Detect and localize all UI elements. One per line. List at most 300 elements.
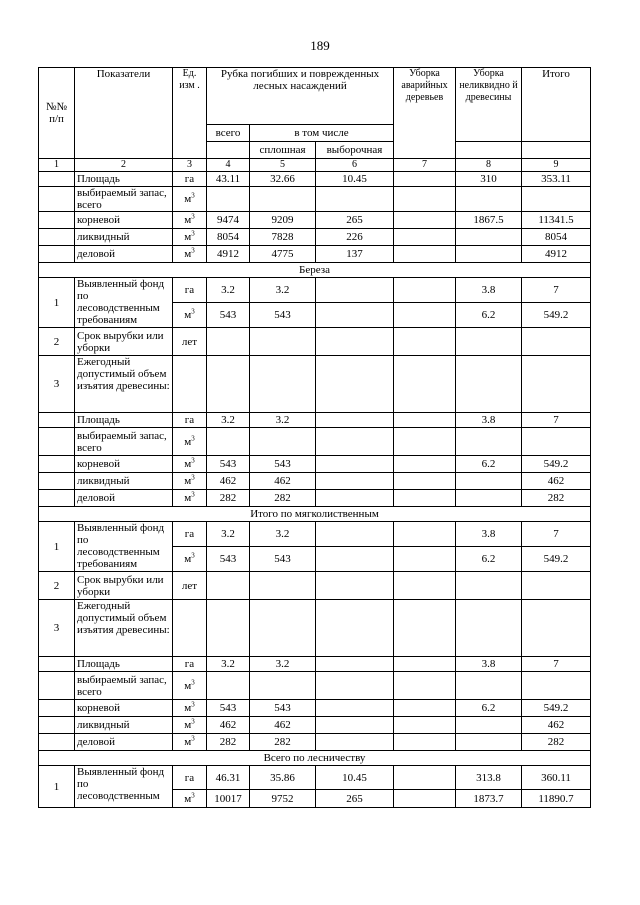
unit-m: м [184,214,192,226]
unit-cell [173,717,207,734]
value-cell [316,700,394,717]
value-cell: 313.8 [456,766,522,790]
row-num: 1 [39,278,75,328]
unit-cell [173,356,207,413]
unit-m: м [184,736,192,748]
value-cell [522,572,591,600]
table-row [39,212,591,229]
value-cell: 353.11 [522,172,591,187]
table-row [39,572,591,600]
value-cell [250,600,316,657]
value-cell: 7 [522,522,591,547]
value-cell [207,356,250,413]
unit-exp: 3 [191,677,195,686]
value-cell: 282 [250,734,316,751]
unit-exp: 3 [191,456,195,465]
unit-m: м [184,309,192,321]
header-unit: Ед. изм . [173,68,207,159]
value-cell: 9209 [250,212,316,229]
forest-felling-table [38,67,591,808]
value-cell: 3.8 [456,413,522,428]
value-cell: 543 [207,456,250,473]
unit-exp: 3 [191,307,195,316]
value-cell [394,657,456,672]
unit-label: лет [181,579,198,592]
value-cell: 4775 [250,246,316,263]
row-num [39,473,75,490]
value-cell [394,428,456,456]
header-total: Итого [522,68,591,142]
unit-m: м [184,475,192,487]
value-cell [207,672,250,700]
value-cell [522,428,591,456]
unit-cell [173,657,207,672]
value-cell: 3.2 [207,657,250,672]
value-cell: 360.11 [522,766,591,790]
value-cell: 8054 [522,229,591,246]
unit-m: м [184,702,192,714]
value-cell: 6.2 [456,303,522,328]
table-row [39,717,591,734]
unit-cell [173,428,207,456]
table-row [39,456,591,473]
row-num [39,172,75,187]
value-cell [394,717,456,734]
value-cell [456,229,522,246]
value-cell: 549.2 [522,700,591,717]
row-num [39,413,75,428]
row-num [39,229,75,246]
unit-label: га [184,528,195,540]
value-cell [456,490,522,507]
row-num [39,187,75,212]
value-cell: 543 [250,456,316,473]
value-cell [456,428,522,456]
unit-cell [173,246,207,263]
value-cell [394,522,456,547]
row-label: ликвидный [75,717,173,734]
value-cell: 43.11 [207,172,250,187]
value-cell: 3.8 [456,657,522,672]
value-cell [456,473,522,490]
header-selective: выборочная [316,142,394,159]
column-number: 5 [250,159,316,172]
unit-cell [173,229,207,246]
value-cell [394,456,456,473]
value-cell: 7828 [250,229,316,246]
value-cell: 543 [207,303,250,328]
header-illiquid: Уборка неликвидно й древесины [456,68,522,142]
value-cell [394,172,456,187]
unit-cell [173,766,207,790]
value-cell [394,246,456,263]
row-label: Выявленный фонд по лесоводственным [75,766,173,808]
value-cell: 543 [250,547,316,572]
value-cell: 462 [522,717,591,734]
unit-exp: 3 [191,717,195,726]
value-cell [316,572,394,600]
unit-exp: 3 [191,246,195,255]
column-number: 1 [39,159,75,172]
unit-label: га [184,414,195,426]
unit-cell [173,700,207,717]
row-label: Площадь [75,172,173,187]
value-cell: 543 [250,303,316,328]
section-title: Береза [39,263,591,278]
unit-cell [173,790,207,808]
value-cell: 282 [250,490,316,507]
unit-exp: 3 [191,551,195,560]
unit-exp: 3 [191,734,195,743]
unit-m: м [184,458,192,470]
row-label: выбираемый запас, всего [75,428,173,456]
row-num [39,734,75,751]
table-row [39,700,591,717]
value-cell: 310 [456,172,522,187]
unit-cell [173,572,207,600]
unit-cell [173,212,207,229]
value-cell: 265 [316,212,394,229]
value-cell: 4912 [522,246,591,263]
table-row [39,229,591,246]
unit-exp: 3 [191,433,195,442]
value-cell: 1867.5 [456,212,522,229]
table-row [39,490,591,507]
value-cell [394,490,456,507]
row-label: Выявленный фонд по лесоводственным требованиям [75,522,173,572]
page-number: 189 [310,38,330,53]
column-number: 2 [75,159,173,172]
value-cell [250,572,316,600]
value-cell: 462 [207,473,250,490]
row-label: деловой [75,490,173,507]
value-cell [456,246,522,263]
value-cell: 3.2 [207,413,250,428]
section-title: Всего по лесничеству [39,751,591,766]
unit-m: м [184,553,192,565]
value-cell: 282 [522,490,591,507]
table-row [39,328,591,356]
value-cell [316,672,394,700]
row-label: выбираемый запас, всего [75,672,173,700]
table-row [39,278,591,303]
value-cell [316,413,394,428]
unit-exp: 3 [191,229,195,238]
row-label: Срок вырубки или уборки [75,572,173,600]
value-cell: 3.2 [250,522,316,547]
column-number: 7 [394,159,456,172]
value-cell [522,600,591,657]
unit-exp: 3 [191,700,195,709]
header-including: в том числе [250,125,394,142]
value-cell [316,734,394,751]
header-emergency: Уборка аварийных деревьев [394,68,456,159]
unit-label: лет [181,335,198,348]
row-label: Ежегодный допустимый объем изъятия древесины: [75,600,173,657]
unit-m: м [184,492,192,504]
value-cell: 10.45 [316,172,394,187]
value-cell [316,456,394,473]
value-cell [316,522,394,547]
header-blank [456,142,522,159]
row-num [39,672,75,700]
value-cell [394,187,456,212]
row-label: Площадь [75,413,173,428]
unit-cell [173,413,207,428]
value-cell [250,187,316,212]
value-cell [394,766,456,790]
row-label: ликвидный [75,473,173,490]
unit-m: м [184,435,192,448]
value-cell: 462 [207,717,250,734]
section-title: Итого по мягколиственным [39,507,591,522]
value-cell: 549.2 [522,456,591,473]
column-number: 4 [207,159,250,172]
unit-m: м [184,193,192,205]
value-cell: 543 [207,700,250,717]
value-cell [456,734,522,751]
value-cell [456,187,522,212]
table-row [39,263,591,278]
table-row [39,657,591,672]
unit-cell [173,547,207,572]
unit-label: га [184,284,195,296]
value-cell: 46.31 [207,766,250,790]
unit-exp: 3 [191,191,195,200]
table-row [39,522,591,547]
row-label: корневой [75,700,173,717]
value-cell: 4912 [207,246,250,263]
value-cell [394,700,456,717]
value-cell: 462 [250,717,316,734]
table-row [39,734,591,751]
row-num [39,657,75,672]
header-indicators: Показатели [75,68,173,159]
unit-cell [173,473,207,490]
row-label: деловой [75,246,173,263]
value-cell: 282 [522,734,591,751]
table-row [39,246,591,263]
value-cell [456,672,522,700]
column-number: 9 [522,159,591,172]
value-cell: 7 [522,278,591,303]
table-row [39,600,591,657]
table-row [39,428,591,456]
value-cell [394,212,456,229]
table-row [39,159,591,172]
value-cell: 3.2 [207,278,250,303]
value-cell: 11890.7 [522,790,591,808]
value-cell: 9474 [207,212,250,229]
unit-m: м [184,231,192,243]
unit-label: га [184,173,195,185]
value-cell [316,717,394,734]
table-row [39,672,591,700]
value-cell [456,572,522,600]
value-cell: 6.2 [456,456,522,473]
value-cell: 543 [207,547,250,572]
table-row [39,356,591,413]
unit-exp: 3 [191,473,195,482]
value-cell: 137 [316,246,394,263]
value-cell [250,428,316,456]
value-cell: 32.66 [250,172,316,187]
value-cell [316,428,394,456]
value-cell [456,600,522,657]
row-label: корневой [75,456,173,473]
value-cell [456,356,522,413]
value-cell [316,490,394,507]
value-cell [394,303,456,328]
row-label: Площадь [75,657,173,672]
value-cell [456,328,522,356]
value-cell: 10017 [207,790,250,808]
value-cell [316,303,394,328]
row-num: 2 [39,572,75,600]
value-cell [394,473,456,490]
value-cell [207,600,250,657]
value-cell [316,547,394,572]
value-cell: 543 [250,700,316,717]
row-num: 1 [39,766,75,808]
row-num [39,456,75,473]
value-cell [316,600,394,657]
value-cell [207,428,250,456]
unit-cell [173,522,207,547]
value-cell [250,672,316,700]
value-cell: 11341.5 [522,212,591,229]
value-cell: 226 [316,229,394,246]
row-label: деловой [75,734,173,751]
unit-cell [173,600,207,657]
value-cell: 7 [522,413,591,428]
unit-m: м [184,248,192,260]
table-row [39,766,591,790]
value-cell: 8054 [207,229,250,246]
row-num: 2 [39,328,75,356]
value-cell [207,187,250,212]
value-cell [394,600,456,657]
value-cell [316,328,394,356]
unit-cell [173,734,207,751]
header-blank [207,142,250,159]
value-cell [250,356,316,413]
table-row [39,413,591,428]
unit-cell [173,672,207,700]
value-cell [316,356,394,413]
row-label: Ежегодный допустимый объем изъятия древесины: [75,356,173,413]
unit-m: м [184,792,192,805]
value-cell [394,672,456,700]
row-num: 3 [39,600,75,657]
unit-cell [173,278,207,303]
row-num [39,246,75,263]
row-label: корневой [75,212,173,229]
value-cell [394,547,456,572]
unit-cell [173,328,207,356]
value-cell: 3.2 [207,522,250,547]
value-cell [207,328,250,356]
row-num: 1 [39,522,75,572]
value-cell: 3.2 [250,657,316,672]
header-clear: сплошная [250,142,316,159]
column-number: 6 [316,159,394,172]
row-label: ликвидный [75,229,173,246]
header-blank [522,142,591,159]
value-cell: 549.2 [522,547,591,572]
value-cell: 3.8 [456,522,522,547]
unit-m: м [184,679,192,692]
row-label: Срок вырубки или уборки [75,328,173,356]
unit-exp: 3 [191,212,195,221]
header-num: №№ п/п [39,68,75,159]
column-number: 3 [173,159,207,172]
value-cell [394,356,456,413]
unit-cell [173,456,207,473]
value-cell [394,790,456,808]
value-cell [316,473,394,490]
unit-cell [173,303,207,328]
value-cell [394,413,456,428]
value-cell: 549.2 [522,303,591,328]
unit-cell [173,172,207,187]
row-label: Выявленный фонд по лесоводственным требованиям [75,278,173,328]
value-cell: 282 [207,734,250,751]
row-num [39,212,75,229]
value-cell: 6.2 [456,700,522,717]
value-cell [522,328,591,356]
value-cell [394,734,456,751]
unit-label: га [184,771,195,784]
value-cell [522,187,591,212]
value-cell [522,672,591,700]
table-row [39,507,591,522]
value-cell [394,278,456,303]
value-cell: 9752 [250,790,316,808]
value-cell [316,657,394,672]
value-cell: 462 [522,473,591,490]
value-cell: 6.2 [456,547,522,572]
value-cell: 265 [316,790,394,808]
column-number: 8 [456,159,522,172]
table-row [39,172,591,187]
unit-cell [173,187,207,212]
header-all: всего [207,125,250,142]
row-num [39,490,75,507]
value-cell [316,187,394,212]
row-num: 3 [39,356,75,413]
value-cell: 3.2 [250,413,316,428]
value-cell: 282 [207,490,250,507]
row-num [39,700,75,717]
value-cell [394,328,456,356]
row-num [39,717,75,734]
unit-m: м [184,719,192,731]
header-felling: Рубка погибших и поврежденных лесных насаждений [207,68,394,125]
value-cell: 7 [522,657,591,672]
table-row [39,187,591,212]
row-label: выбираемый запас, всего [75,187,173,212]
value-cell: 3.2 [250,278,316,303]
value-cell [250,328,316,356]
value-cell: 10.45 [316,766,394,790]
value-cell [207,572,250,600]
value-cell [522,356,591,413]
value-cell: 462 [250,473,316,490]
unit-label: га [184,658,195,670]
row-num [39,428,75,456]
value-cell: 3.8 [456,278,522,303]
